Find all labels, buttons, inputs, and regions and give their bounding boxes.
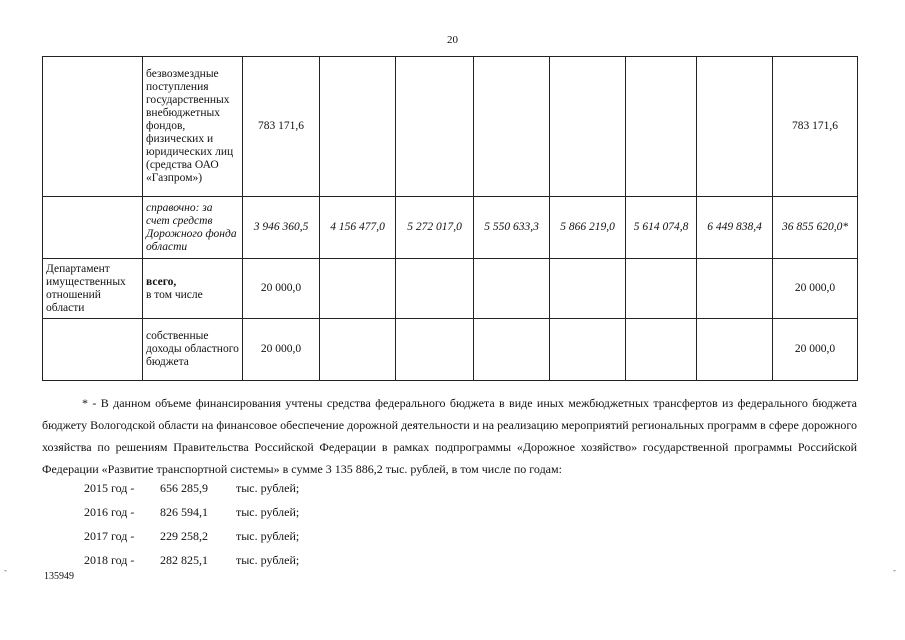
year-value-cell: [474, 57, 550, 197]
table-row: [43, 319, 858, 381]
year-row: [84, 524, 384, 548]
table-row: [43, 197, 858, 259]
scan-edge-mark-left: -: [4, 565, 7, 575]
year-value-cell: [697, 319, 773, 381]
year-value-cell: 5 550 633,3: [474, 197, 550, 259]
year-row: [84, 500, 384, 524]
year-value-cell: [396, 259, 474, 319]
year-value-cell: [320, 57, 396, 197]
source-total-label: всего,: [146, 275, 177, 288]
year-value-cell: [626, 259, 697, 319]
year-value-cell: 3 946 360,5: [243, 197, 320, 259]
funding-source-cell: собственные доходы областного бюджета: [143, 319, 243, 381]
year-label: 2018 год -: [84, 553, 135, 567]
year-unit: тыс. рублей;: [236, 505, 300, 519]
year-row: [84, 548, 384, 572]
total-value-cell: 20 000,0: [773, 319, 858, 381]
total-value-cell: 783 171,6: [773, 57, 858, 197]
footnote-text: * - В данном объеме финансирования учтены средства федерального бюджета в виде иных межбюджетных трансфертов из федерального бюджета бюджету Вологодской области на финансовое обеспечение дорожной деятельности и на реализацию мероприятий региональных программ в сфере дорожного хозяйства по решениям Правительства Российской Федерации в рамках подпрограммы «Дорожное хозяйство» государственной программы Российской Федерации «Развитие транспортной системы» в сумме 3 135 886,2 тыс. рублей, в том числе по годам:: [42, 396, 857, 476]
responsible-cell: [43, 319, 143, 381]
total-value-cell: 20 000,0: [773, 259, 858, 319]
year-unit: тыс. рублей;: [236, 481, 300, 495]
year-value-cell: 5 866 219,0: [550, 197, 626, 259]
year-row: [84, 476, 384, 500]
responsible-cell: [43, 197, 143, 259]
year-value-cell: [474, 259, 550, 319]
responsible-cell: [43, 57, 143, 197]
footnote: [42, 392, 857, 480]
source-subtitle: в том числе: [146, 288, 203, 301]
financing-table: [42, 56, 858, 381]
year-value-cell: [626, 57, 697, 197]
year-value-cell: [626, 319, 697, 381]
year-value-cell: [697, 259, 773, 319]
document-code: 135949: [44, 571, 74, 582]
year-unit: тыс. рублей;: [236, 553, 300, 567]
year-value-cell: [396, 57, 474, 197]
year-value-cell: [474, 319, 550, 381]
table-row: [43, 57, 858, 197]
year-value-cell: 6 449 838,4: [697, 197, 773, 259]
years-list: [84, 476, 384, 572]
funding-source-cell: [143, 259, 243, 319]
year-label: 2017 год -: [84, 529, 135, 543]
funding-source-cell: безвозмездные поступления государственных внебюджетных фондов, физических и юридических лиц (средства ОАО «Газпром»): [143, 57, 243, 197]
year-value-cell: 783 171,6: [243, 57, 320, 197]
table-row: [43, 259, 858, 319]
year-value-cell: [697, 57, 773, 197]
year-label: 2015 год -: [84, 481, 135, 495]
year-value-cell: 20 000,0: [243, 259, 320, 319]
year-value-cell: [320, 259, 396, 319]
year-amount: 826 594,1: [160, 505, 208, 519]
total-value-cell: 36 855 620,0*: [773, 197, 858, 259]
year-value-cell: [396, 319, 474, 381]
year-amount: 282 825,1: [160, 553, 208, 567]
funding-source-cell: справочно: за счет средств Дорожного фонда области: [143, 197, 243, 259]
year-value-cell: [320, 319, 396, 381]
year-value-cell: 4 156 477,0: [320, 197, 396, 259]
page-number: 20: [447, 34, 458, 46]
year-value-cell: 5 614 074,8: [626, 197, 697, 259]
responsible-cell: Департамент имущественных отношений области: [43, 259, 143, 319]
year-unit: тыс. рублей;: [236, 529, 300, 543]
year-amount: 656 285,9: [160, 481, 208, 495]
year-label: 2016 год -: [84, 505, 135, 519]
year-value-cell: 5 272 017,0: [396, 197, 474, 259]
year-amount: 229 258,2: [160, 529, 208, 543]
scan-edge-mark-right: -: [893, 565, 896, 575]
table-body: [43, 57, 858, 381]
year-value-cell: [550, 319, 626, 381]
year-value-cell: [550, 57, 626, 197]
year-value-cell: 20 000,0: [243, 319, 320, 381]
year-value-cell: [550, 259, 626, 319]
